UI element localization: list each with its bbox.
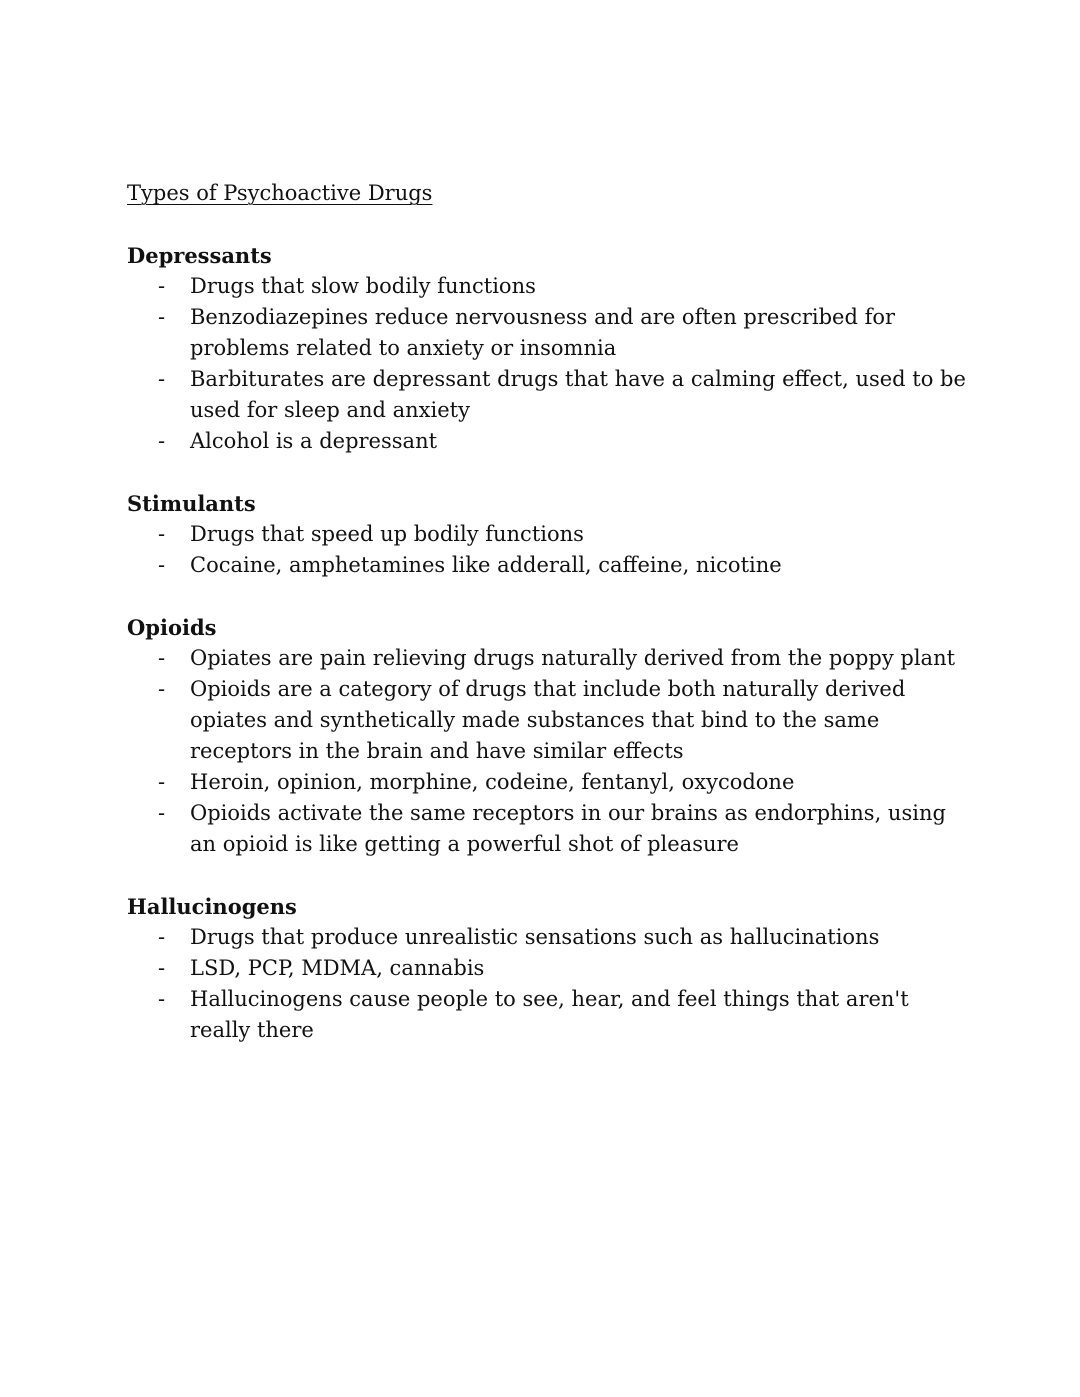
list-item-text: Barbiturates are depressant drugs that have a calming effect, used to be used for sleep and anxiety (190, 367, 966, 422)
list-item-text: Opioids are a category of drugs that include both naturally derived opiates and synthetically made substances that bind to the same receptors in the brain and have similar effects (190, 677, 906, 763)
list-item (127, 767, 967, 798)
list-item-text: Opiates are pain relieving drugs naturally derived from the poppy plant (190, 646, 956, 670)
dash-icon: - (158, 770, 166, 794)
section-heading: Stimulants (127, 491, 256, 516)
bullet-list (127, 519, 967, 581)
list-item-text: Alcohol is a depressant (190, 429, 438, 453)
list-item (127, 364, 967, 426)
bullet-list (127, 643, 967, 860)
document-body (127, 178, 967, 1046)
dash-icon: - (158, 274, 166, 298)
list-item-text: Drugs that produce unrealistic sensations such as hallucinations (190, 925, 880, 949)
dash-icon: - (158, 367, 166, 391)
section-heading: Depressants (127, 243, 272, 268)
section-depressants (127, 240, 967, 457)
list-item (127, 643, 967, 674)
list-item (127, 953, 967, 984)
list-item (127, 984, 967, 1046)
dash-icon: - (158, 522, 166, 546)
list-item (127, 550, 967, 581)
dash-icon: - (158, 429, 166, 453)
section-opioids (127, 612, 967, 860)
dash-icon: - (158, 305, 166, 329)
section-heading: Hallucinogens (127, 894, 297, 919)
list-item-text: Heroin, opinion, morphine, codeine, fentanyl, oxycodone (190, 770, 795, 794)
section-stimulants (127, 488, 967, 581)
list-item-text: Cocaine, amphetamines like adderall, caffeine, nicotine (190, 553, 782, 577)
list-item (127, 302, 967, 364)
list-item (127, 271, 967, 302)
list-item-text: Drugs that speed up bodily functions (190, 522, 584, 546)
dash-icon: - (158, 956, 166, 980)
list-item-text: Opioids activate the same receptors in our brains as endorphins, using an opioid is like getting a powerful shot of pleasure (190, 801, 946, 856)
dash-icon: - (158, 987, 166, 1011)
dash-icon: - (158, 677, 166, 701)
bullet-list (127, 922, 967, 1046)
list-item-text: Benzodiazepines reduce nervousness and are often prescribed for problems related to anxiety or insomnia (190, 305, 896, 360)
list-item (127, 426, 967, 457)
section-heading: Opioids (127, 615, 217, 640)
list-item (127, 674, 967, 767)
dash-icon: - (158, 553, 166, 577)
list-item (127, 798, 967, 860)
list-item (127, 922, 967, 953)
list-item (127, 519, 967, 550)
bullet-list (127, 271, 967, 457)
dash-icon: - (158, 925, 166, 949)
list-item-text: Hallucinogens cause people to see, hear, and feel things that aren't really there (190, 987, 909, 1042)
list-item-text: LSD, PCP, MDMA, cannabis (190, 956, 485, 980)
dash-icon: - (158, 646, 166, 670)
dash-icon: - (158, 801, 166, 825)
list-item-text: Drugs that slow bodily functions (190, 274, 536, 298)
page-title: Types of Psychoactive Drugs (127, 181, 433, 205)
section-hallucinogens (127, 891, 967, 1046)
